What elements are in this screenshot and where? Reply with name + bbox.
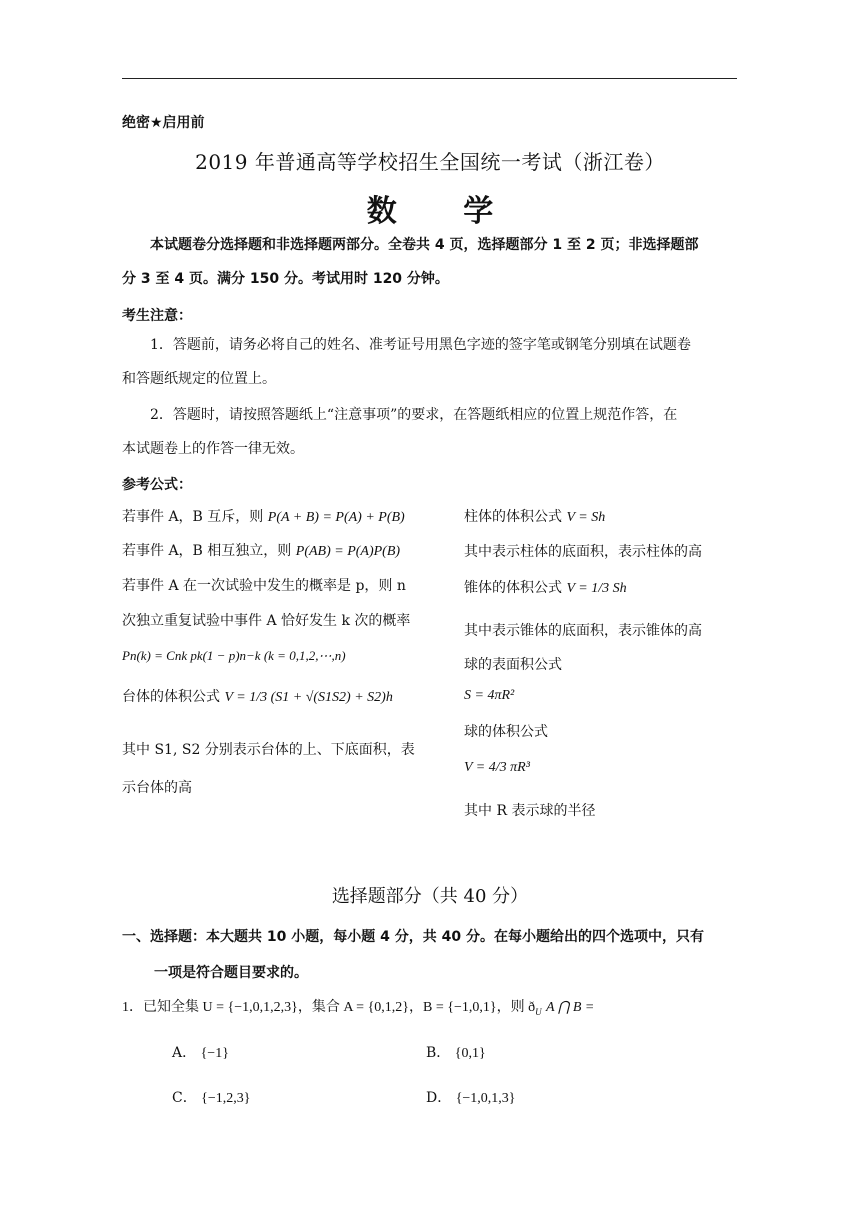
question-1-text: 1．已知全集 U = {−1,0,1,2,3}，集合 A = {0,1,2}，B = {−1,0,1}，则 ð xyxy=(122,1000,536,1015)
formula-2-math: P(AB) = P(A)P(B) xyxy=(295,544,401,559)
formula-prism-note: 其中表示柱体的底面积，表示柱体的高 xyxy=(464,544,702,560)
formula-prism xyxy=(464,506,605,526)
option-d-value: {−1,0,1,3} xyxy=(455,1091,516,1106)
formula-mutually-exclusive xyxy=(122,506,405,526)
formula-cone xyxy=(464,577,627,597)
formula-independent xyxy=(122,540,400,560)
formula-frustum-note-1: 其中 S1, S2 分别表示台体的上、下底面积，表 xyxy=(122,742,415,758)
notice-item-2-line-1: 2．答题时，请按照答题纸上“注意事项”的要求，在答题纸相应的位置上规范作答，在 xyxy=(150,407,678,423)
formulas-title: 参考公式： xyxy=(122,477,192,493)
option-a[interactable] xyxy=(172,1042,229,1062)
option-c-label: C． xyxy=(172,1090,197,1106)
intro-line-1: 本试题卷分选择题和非选择题两部分。全卷共 4 页，选择题部分 1 至 2 页；非选择题部 xyxy=(150,237,699,253)
secret-mark: 绝密★启用前 xyxy=(122,115,205,131)
intro-line-2: 分 3 至 4 页。满分 150 分。考试用时 120 分钟。 xyxy=(122,271,449,287)
formula-1-math: P(A + B) = P(A) + P(B) xyxy=(267,510,405,525)
formula-r2-math: V = 1/3 Sh xyxy=(566,581,627,596)
formula-binomial-line-1: 若事件 A 在一次试验中发生的概率是 p，则 n xyxy=(122,578,406,594)
notice-item-2 xyxy=(122,398,740,466)
intro-paragraph xyxy=(122,228,740,296)
formula-cone-note: 其中表示锥体的底面积，表示锥体的高 xyxy=(464,623,702,639)
formula-r1-math: V = Sh xyxy=(566,510,606,525)
section-title: 选择题部分（共 40 分） xyxy=(331,886,529,907)
formula-sphere-note: 其中 R 表示球的半径 xyxy=(464,803,596,819)
formula-frustum-note-2: 示台体的高 xyxy=(122,780,192,796)
option-c-value: {−1,2,3} xyxy=(201,1091,251,1106)
notice-item-1-line-1: 1．答题前，请务必将自己的姓名、准考证号用黑色字迹的签字笔或钢笔分别填在试题卷 xyxy=(150,337,691,353)
option-d[interactable] xyxy=(426,1087,516,1107)
formula-sphere-area-label: 球的表面积公式 xyxy=(464,657,562,673)
formula-frustum xyxy=(122,686,393,706)
option-b-label: B． xyxy=(426,1045,451,1061)
option-a-value: {−1} xyxy=(200,1046,229,1061)
exam-title: 2019 年普通高等学校招生全国统一考试（浙江卷） xyxy=(195,150,665,174)
formula-binomial-line-2: 次独立重复试验中事件 A 恰好发生 k 次的概率 xyxy=(122,613,411,629)
part-one-line-1: 一、选择题：本大题共 10 小题，每小题 4 分，共 40 分。在每小题给出的四个选项中，只有 xyxy=(122,929,704,945)
formula-r1-text: 柱体的体积公式 xyxy=(464,509,562,525)
question-1-stem: 1．已知全集 U = {−1,0,1,2,3}，集合 A = {0,1,2}，B = {−1,0,1}，则 $ð_U$ A ⋂ B = xyxy=(122,1000,595,1017)
formula-sphere-volume-math: V = 4/3 πR³ xyxy=(464,760,530,775)
option-b-value: {0,1} xyxy=(454,1046,486,1061)
formula-binomial-math: Pn(k) = Cnk pk(1 − p)n−k (k = 0,1,2,⋯,n) xyxy=(122,648,346,663)
formula-sphere-area-math: S = 4πR² xyxy=(464,688,515,703)
header-rule xyxy=(122,78,737,79)
formula-4-math: V = 1/3 (S1 + √(S1S2) + S2)h xyxy=(224,690,393,705)
notice-title: 考生注意： xyxy=(122,308,192,324)
notice-item-2-line-2: 本试题卷上的作答一律无效。 xyxy=(122,441,304,457)
part-one-instructions xyxy=(122,919,740,991)
part-one-line-2: 一项是符合题目要求的。 xyxy=(154,965,308,981)
option-c[interactable] xyxy=(172,1087,251,1107)
option-a-label: A． xyxy=(172,1045,197,1061)
option-b[interactable] xyxy=(426,1042,486,1062)
notice-item-1 xyxy=(122,328,740,396)
formula-2-text: 若事件 A，B 相互独立，则 xyxy=(122,543,292,559)
question-1-tail: A ⋂ B = xyxy=(546,1000,595,1015)
formula-sphere-volume-label: 球的体积公式 xyxy=(464,724,548,740)
subject-title: 数 学 xyxy=(366,194,522,229)
option-d-label: D． xyxy=(426,1090,452,1106)
formula-4-text: 台体的体积公式 xyxy=(122,689,220,705)
formula-1-text: 若事件 A，B 互斥，则 xyxy=(122,509,264,525)
formula-r2-text: 锥体的体积公式 xyxy=(464,580,562,596)
notice-item-1-line-2: 和答题纸规定的位置上。 xyxy=(122,371,276,387)
